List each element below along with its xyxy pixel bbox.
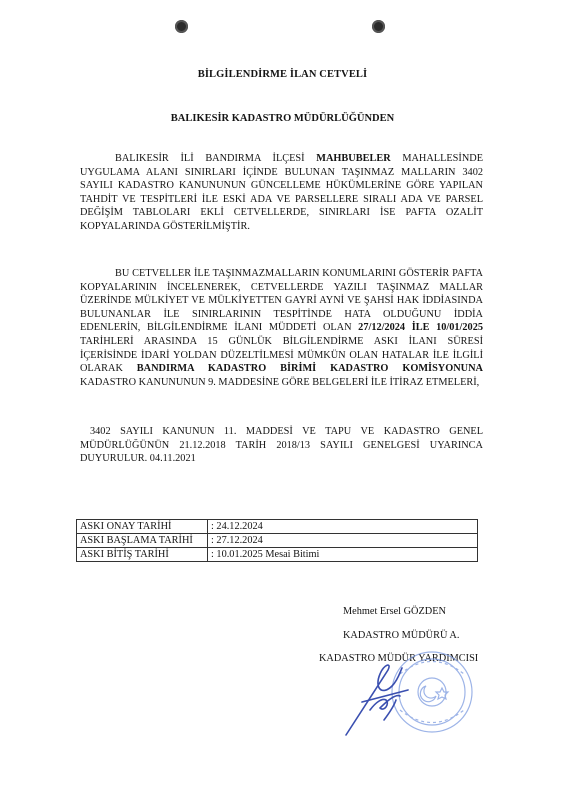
start-date: 27/12/2024 — [358, 322, 406, 334]
p2-part3: KADASTRO KANUNUNUN 9. MADDESİNE GÖRE BELGELERİ İLE İTİRAZ ETMELERİ, — [80, 376, 480, 388]
signatory-title: KADASTRO MÜDÜRÜ A. — [343, 630, 460, 641]
neighborhood-name: MAHBUBELER — [316, 153, 391, 164]
end-date-label: ASKI BİTİŞ TARİHİ — [77, 548, 208, 562]
commission-name: BANDIRMA KADASTRO BİRİMİ KADASTRO KOMİSYONUNA — [136, 363, 483, 375]
announcement-paragraph-2 — [80, 267, 483, 389]
table-row — [77, 534, 478, 548]
announcement-paragraph-1 — [80, 152, 483, 234]
issuing-authority: BALIKESİR KADASTRO MÜDÜRLÜĞÜNDEN — [170, 113, 395, 124]
p2-part1: BU CETVELLER İLE TAŞINMAZMALLARIN KONUMLARINI GÖSTERİR PAFTA KOPYALARININ İNCELENEREK, CETVELLERDE YAZILI TAŞINMAZ MALLAR ÜZERİNDE MÜLKİYET VE MÜLKİYETTEN GAYRİ AYNİ VE ŞAHSİ HAK İDDİASINDA BULUNANLAR İLE SINIRLARININ TESPİTİNDE HATA OLDUĞUNU İDDİA EDENLERİN, BİLGİLENDİRME İLANI MÜDDETİ OLAN — [80, 268, 483, 334]
p1-text-before: BALIKESİR İLİ BANDIRMA İLÇESİ — [115, 153, 317, 164]
start-date-label: ASKI BAŞLAMA TARİHİ — [77, 534, 208, 548]
p3-text: 3402 SAYILI KANUNUN 11. MADDESİ VE TAPU VE KADASTRO GENEL MÜDÜRLÜĞÜNÜN 21.12.2018 TARİH 2018/13 SAYILI GENELGESİ UYARINCA DUYURULUR. 04.11.2021 — [80, 426, 483, 465]
table-row — [77, 520, 478, 534]
table-row — [77, 548, 478, 562]
page-title: BİLGİLENDİRME İLAN CETVELİ — [197, 69, 368, 80]
approval-date-label: ASKI ONAY TARİHİ — [77, 520, 208, 534]
end-date: 10/01/2025 — [436, 322, 484, 334]
p2-part2: TARİHLERİ ARASINDA 15 GÜNLÜK BİLGİLENDİRME ASKI İLANI SÜRESİ İÇERİSİNDE İDARİ YOLDAN DÜZELTİLMESİ MÜMKÜN OLAN HATALAR İLE İLGİLİ OLARAK — [80, 335, 483, 375]
end-date-value: : 10.01.2025 Mesai Bitimi — [208, 548, 478, 562]
punch-hole-right — [372, 20, 385, 33]
p1-text-after: MAHALLESİNDE UYGULAMA ALANI SINIRLARI İÇİNDE BULUNAN TAŞINMAZ MALLARIN 3402 SAYILI KADASTRO KANUNUNUN GÜNCELLEME HÜKÜMLERİNE GÖRE YAPILAN TAHDİT VE TESPİTLERİ İLE ESKİ ADA VE PARSELLERE SIRALI ADA VE PARSEL DEĞİŞİM TABLOLARI EKLİ CETVELLERDE, SINIRLARI İSE PAFTA OZALİT KOPYALARINDA GÖSTERİLMİŞTİR. — [80, 153, 483, 232]
signatory-deputy-title: KADASTRO MÜDÜR YARDIMCISI — [319, 653, 479, 664]
start-date-value: : 27.12.2024 — [208, 534, 478, 548]
punch-hole-left — [175, 20, 188, 33]
approval-date-value: : 24.12.2024 — [208, 520, 478, 534]
posting-dates-table — [76, 519, 478, 562]
handwritten-signature-icon — [340, 650, 440, 740]
announcement-paragraph-3 — [80, 425, 483, 466]
signatory-name: Mehmet Ersel GÖZDEN — [343, 606, 446, 617]
date-connector: İLE — [411, 322, 430, 334]
